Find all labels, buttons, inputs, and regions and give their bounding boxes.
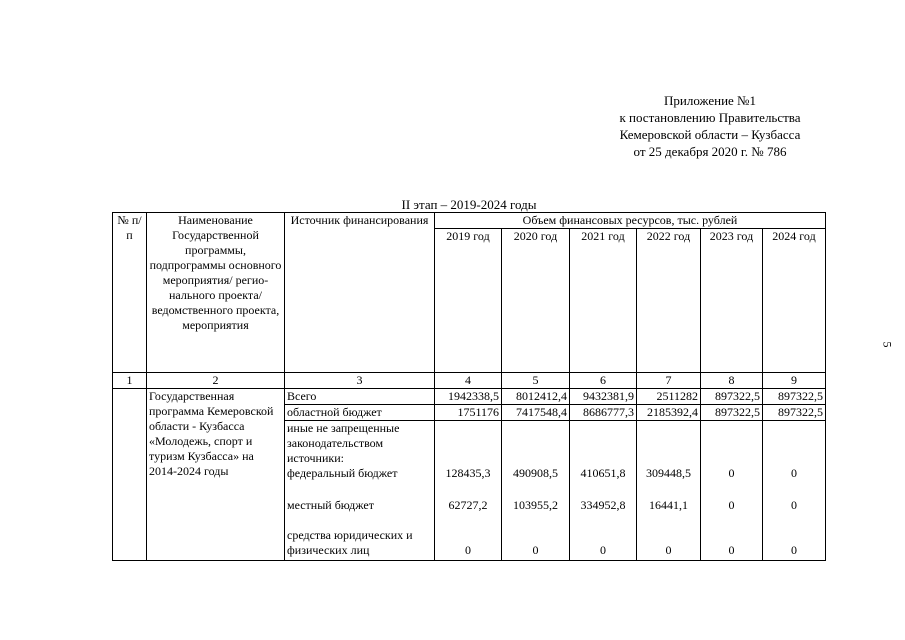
value-cell: 897322,5	[701, 405, 763, 421]
value-local: 103955,2	[513, 498, 558, 512]
column-number: 7	[637, 373, 701, 389]
values-2021	[570, 421, 637, 561]
annex-decree-line: к постановлению Правительства	[619, 110, 801, 125]
value-cell: 9432381,9	[570, 389, 637, 405]
source-federal: федеральный бюджет	[287, 466, 398, 480]
column-number: 6	[570, 373, 637, 389]
value-local: 334952,8	[580, 498, 626, 512]
column-number: 9	[763, 373, 826, 389]
value-legal: 0	[532, 543, 539, 557]
financing-table	[112, 212, 826, 561]
value-federal: 410651,8	[580, 466, 626, 480]
header-year-2019: 2019 год	[435, 229, 502, 373]
column-number: 5	[502, 373, 570, 389]
value-federal: 128435,3	[445, 466, 491, 480]
program-name: Государственная программа Кемеровской области - Кузбасса «Молодежь, спорт и туризм Кузбасса» на 2014-2024 годы	[147, 389, 285, 561]
value-cell: 897322,5	[763, 389, 826, 405]
column-number: 1	[113, 373, 147, 389]
stage-title: II этап – 2019-2024 годы	[401, 197, 537, 212]
source-total: Всего	[285, 389, 435, 405]
value-local: 0	[791, 498, 797, 512]
source-regional: областной бюджет	[285, 405, 435, 421]
source-local: местный бюджет	[287, 498, 374, 512]
value-legal: 0	[665, 543, 672, 557]
other-sources-intro: иные не запрещенные законодательством источники:	[287, 421, 400, 465]
header-name: Наименование Государственной программы, подпрограммы основного мероприятия/ регио-нального проекта/ ведомственного проекта, мероприятия	[147, 213, 285, 373]
value-legal: 0	[600, 543, 606, 557]
header-year-2024: 2024 год	[763, 229, 826, 373]
value-federal: 0	[728, 466, 735, 480]
value-legal: 0	[791, 543, 797, 557]
values-2023	[701, 421, 763, 561]
values-2020	[502, 421, 570, 561]
program-num-cell	[113, 389, 147, 561]
column-number-row	[113, 373, 826, 389]
header-source: Источник финансирования	[285, 213, 435, 373]
values-2022	[637, 421, 701, 561]
header-volume: Объем финансовых ресурсов, тыс. рублей	[435, 213, 826, 229]
header-year-2022: 2022 год	[637, 229, 701, 373]
annex-region-line: Кемеровской области – Кузбасса	[619, 127, 801, 142]
value-local: 16441,1	[649, 498, 688, 512]
value-cell: 2185392,4	[637, 405, 701, 421]
value-cell: 2511282	[637, 389, 701, 405]
value-local: 62727,2	[448, 498, 488, 512]
value-cell: 8012412,4	[502, 389, 570, 405]
value-cell: 1942338,5	[435, 389, 502, 405]
page-number: 5	[880, 341, 895, 348]
table-row-total	[113, 389, 826, 405]
column-number: 2	[147, 373, 285, 389]
column-number: 3	[285, 373, 435, 389]
annex-date-line: от 25 декабря 2020 г. № 786	[633, 144, 787, 159]
other-sources-cell	[285, 421, 435, 561]
value-legal: 0	[728, 543, 735, 557]
header-year-2021: 2021 год	[570, 229, 637, 373]
header-num: № п/п	[113, 213, 147, 373]
value-cell: 897322,5	[701, 389, 763, 405]
value-federal: 0	[791, 466, 797, 480]
values-2019	[435, 421, 502, 561]
column-number: 8	[701, 373, 763, 389]
value-federal: 490908,5	[513, 466, 558, 480]
column-number: 4	[435, 373, 502, 389]
value-cell: 897322,5	[763, 405, 826, 421]
value-cell: 1751176	[435, 405, 502, 421]
value-cell: 8686777,3	[570, 405, 637, 421]
header-year-2023: 2023 год	[701, 229, 763, 373]
value-local: 0	[728, 498, 735, 512]
annex-title: Приложение №1	[664, 93, 756, 108]
values-2024	[763, 421, 826, 561]
header-year-2020: 2020 год	[502, 229, 570, 373]
value-cell: 7417548,4	[502, 405, 570, 421]
value-legal: 0	[465, 543, 471, 557]
value-federal: 309448,5	[646, 466, 691, 480]
source-legal-entities: средства юридических и физических лиц	[287, 528, 413, 557]
annex-header	[560, 92, 860, 160]
